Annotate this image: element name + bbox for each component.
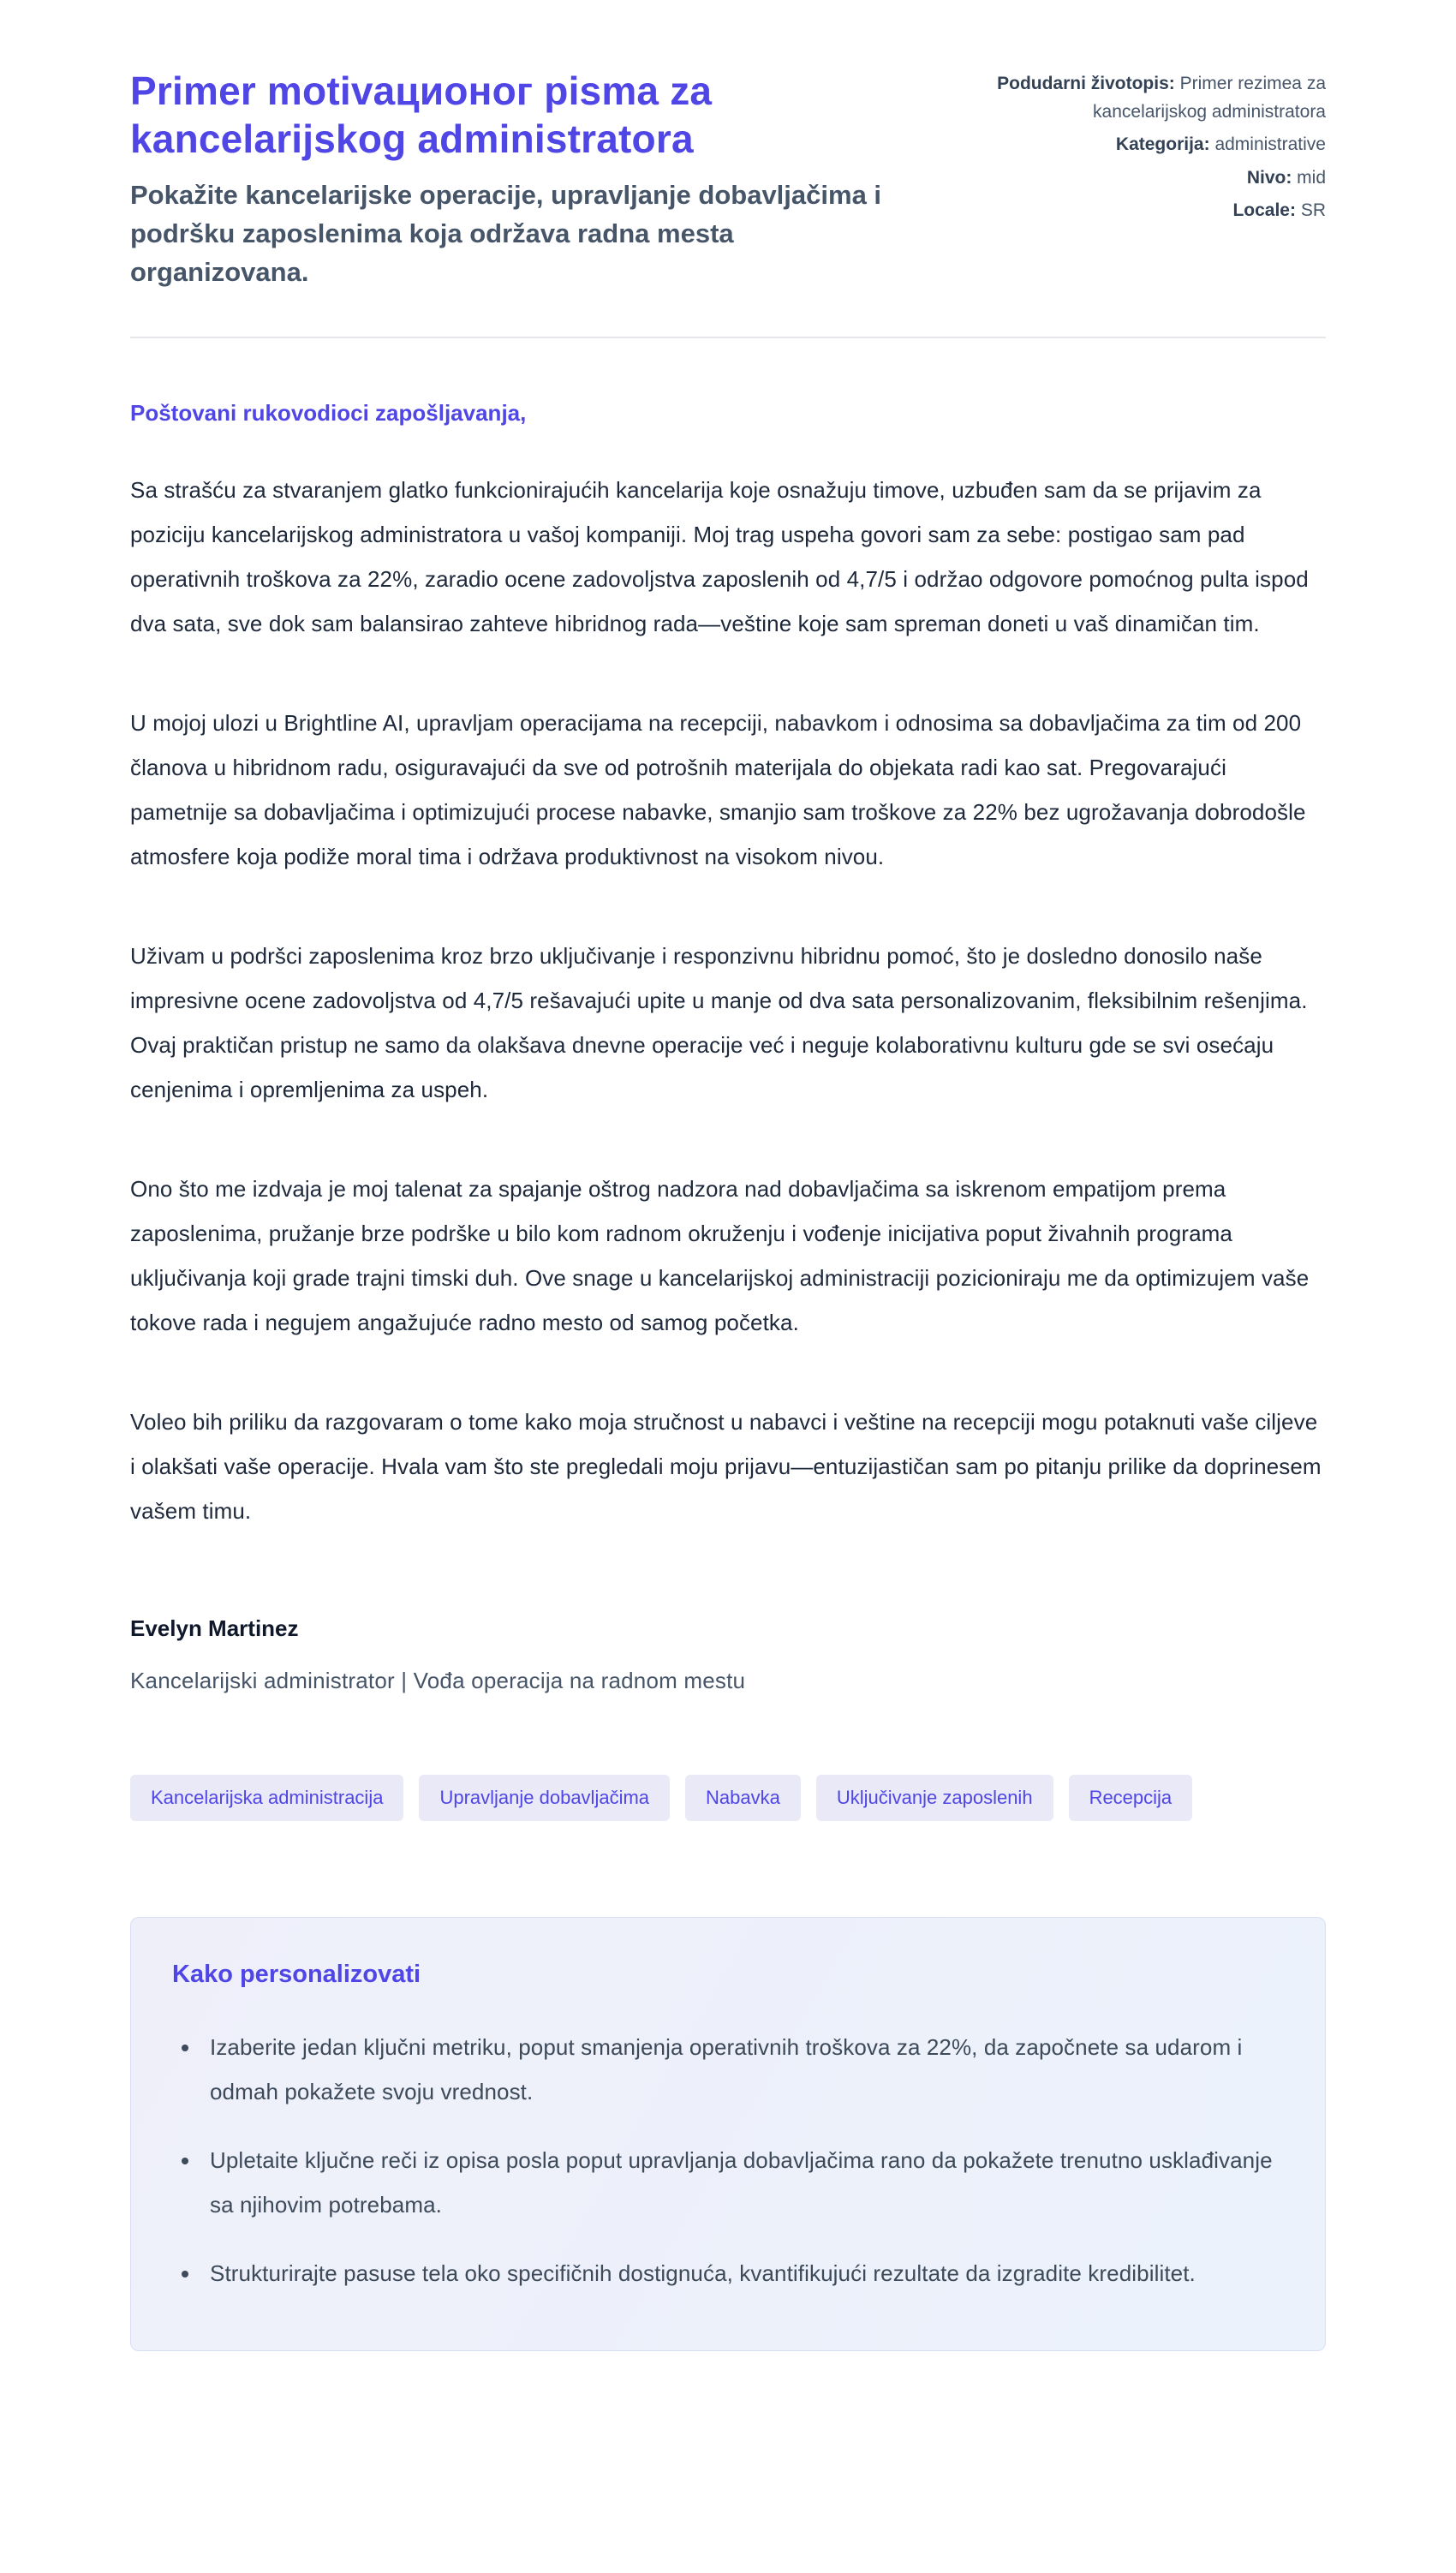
meta-value: mid [1297, 167, 1326, 188]
header [130, 67, 1326, 292]
tag-office-administration[interactable]: Kancelarijska administracija [130, 1775, 403, 1821]
signature-block [130, 1615, 1326, 1694]
tips-title: Kako personalizovati [172, 1961, 421, 1989]
cover-letter [130, 400, 1326, 1694]
tag-list [130, 1775, 1326, 1821]
tip-item: • Izaberite jedan ključni metriku, poput smanjenja operativnih troškova za 22%, da započnete sa udarom i odmah pokažete svoju vrednost. [201, 2025, 1284, 2114]
letter-paragraph: Ono što me izdvaja je moj talenat za spajanje oštrog nadzora nad dobavljačima sa iskrenom empatijom prema zaposlenima, pružanje brze podrške u bilo kom radnom okruženju i vođenje inicijativa poput živahnih programa uključivanja koji grade trajni timski duh. Ove snage u kancelarijskoj administraciji pozicioniraju me da optimizujem vaše tokove rada i negujem angažujuće radno mesto od samog početka. [130, 1176, 1310, 1336]
header-title-block [130, 67, 901, 292]
letter-greeting: Poštovani rukovodioci zapošljavanja, [130, 400, 527, 427]
meta-label: Kategorija: [1115, 134, 1210, 155]
tag-procurement[interactable]: Nabavka [685, 1775, 801, 1821]
letter-paragraph: Uživam u podršci zaposlenima kroz brzo uključivanje i responzivnu hibridnu pomoć, što je dosledno donosilo naše impresivne ocene zadovoljstva od 4,7/5 rešavajući upite u manje od dva sata personalizovanim, fleksibilnim rešenjima. Ovaj praktičan pristup ne samo da olakšava dnevne operacije već i neguje kolaborativnu kulturu gde se svi osećaju cenjenima i opremljenima za uspeh. [130, 943, 1308, 1103]
tips-list [172, 2025, 1284, 2295]
tag-employee-onboarding[interactable]: Uključivanje zaposlenih [816, 1775, 1053, 1821]
meta-value: Primer rezimea za kancelarijskog administratora [1093, 74, 1326, 122]
meta-label: Podudarni životopis: [997, 74, 1175, 93]
meta-row-level [966, 164, 1326, 193]
page-title: Primer motivaционог pisma za kancelarijskog administratora [130, 69, 713, 162]
letter-paragraph: U mojoj ulozi u Brightline AI, upravljam operacijama na recepciji, nabavkom i odnosima sa dobavljačima za tim od 200 članova u hibridnom radu, osiguravajući da sve od potrošnih materijala do objekata radi kao sat. Pregovarajući pametnije sa dobavljačima i optimizujući procese nabavke, smanjio sam troškove za 22% bez ugrožavanja dobrodošle atmosfere koja podiže moral tima i održava produktivnost na visokom nivou. [130, 710, 1306, 870]
meta-row-locale [966, 197, 1326, 225]
signature-role: Kancelarijski administrator | Vođa operacija na radnom mestu [130, 1668, 746, 1694]
meta-value: SR [1300, 200, 1326, 221]
meta-label: Nivo: [1246, 167, 1292, 188]
meta-label: Locale: [1232, 200, 1296, 221]
personalization-tips-box [130, 1917, 1326, 2351]
meta-value: administrative [1214, 134, 1326, 155]
header-divider [130, 337, 1326, 338]
letter-paragraph: Sa strašću za stvaranjem glatko funkcionirajućih kancelarija koje osnažuju timove, uzbuđen sam da se prijavim za poziciju kancelarijskog administratora u vašoj kompaniji. Moj trag uspeha govori sam za sebe: postigao sam pad operativnih troškova za 22%, zaradio ocene zadovoljstva zaposlenih od 4,7/5 i održao odgovore pomoćnog pulta ispod dva sata, sve dok sam balansirao zahteve hibridnog rada—veštine koje sam spreman doneti u vaš dinamičan tim. [130, 477, 1309, 637]
letter-paragraph: Voleo bih priliku da razgovaram o tome kako moja stručnost u nabavci i veštine na recepciji mogu potaknuti vaše ciljeve i olakšati vaše operacije. Hvala vam što ste pregledali moju prijavu—entuzijastičan sam po pitanju prilike da doprinesem vašem timu. [130, 1409, 1322, 1525]
page-container [130, 0, 1326, 2351]
tag-vendor-management[interactable]: Upravljanje dobavljačima [419, 1775, 670, 1821]
page-subtitle: Pokažite kancelarijske operacije, upravljanje dobavljačima i podršku zaposlenima koja održava radna mesta organizovana. [130, 180, 882, 288]
meta-row-category [966, 131, 1326, 159]
meta-row-matching-resume [966, 70, 1326, 126]
signature-name: Evelyn Martinez [130, 1615, 299, 1642]
tip-item: • Upletaite ključne reči iz opisa posla poput upravljanja dobavljačima rano da pokažete trenutno usklađivanje sa njihovim potrebama. [201, 2138, 1284, 2227]
tag-reception[interactable]: Recepcija [1069, 1775, 1193, 1821]
tip-item: • Strukturirajte pasuse tela oko specifičnih dostignuća, kvantifikujući rezultate da izgradite kredibilitet. [201, 2251, 1284, 2295]
header-meta [966, 67, 1326, 292]
